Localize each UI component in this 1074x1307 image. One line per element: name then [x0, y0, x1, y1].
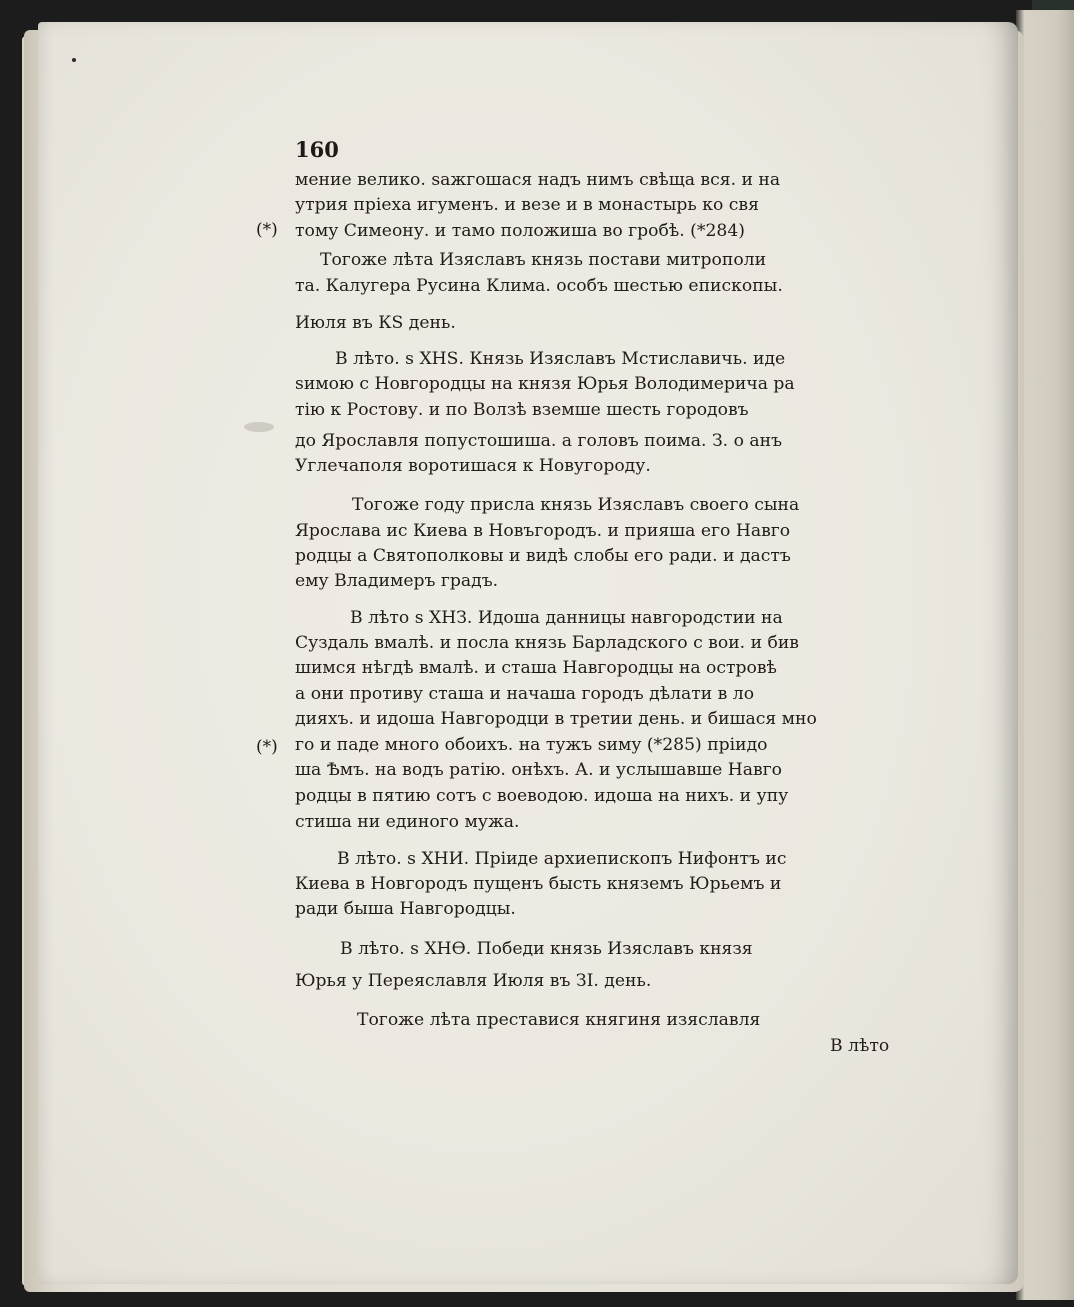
text-line: Углечаполя воротишася к Новугороду. — [295, 456, 651, 476]
adjacent-page-edge — [1016, 10, 1074, 1300]
text-line: а они противу сташа и начаша городъ дѣлати в ло — [295, 684, 755, 704]
text-line: В лѣто. ѕ ХНѲ. Победи князь Изяславъ князя — [340, 939, 753, 959]
text-line: Июля въ КS день. — [295, 313, 456, 333]
text-line: ему Владимеръ градъ. — [295, 571, 499, 591]
text-line: В лѣто. ѕ ХНЅ. Князь Изяславъ Мстиславичь. иде — [335, 349, 786, 369]
text-line: ша Ѣмъ. на водъ ратiю. онѣхъ. А. и услышавше Навго — [295, 760, 783, 780]
text-line: тому Симеону. и тамо положиша во гробѣ. (*284) — [295, 221, 745, 241]
text-line: Тогоже году присла князь Изяславъ своего сына — [352, 495, 800, 515]
text-line: утрия прiеха игуменъ. и везе и в монастырь ко свя — [295, 195, 759, 215]
text-line: В лѣто ѕ ХНЗ. Идоша данницы навгородстии на — [350, 608, 783, 628]
text-line: Тогоже лѣта Изяславъ князь постави митрополи — [320, 250, 767, 270]
text-line: та. Калугера Русина Клима. особъ шестью епископы. — [295, 276, 783, 296]
text-line: го и паде много обоихъ. на тужъ sиму (*285) прiидо — [295, 735, 768, 755]
text-line: Тогоже лѣта преставися княгиня изяславля — [357, 1010, 761, 1030]
text-line: ради быша Навгородцы. — [295, 899, 516, 919]
text-line: мение велико. sажгошася надъ нимъ свѣща вся. и на — [295, 170, 781, 190]
catchword: В лѣто — [830, 1036, 890, 1056]
footnote-marker: (*) — [256, 220, 278, 240]
ink-dot — [72, 58, 76, 62]
text-line: дияхъ. и идоша Навгородци в третии день. и бишася мно — [295, 709, 817, 729]
text-line: Юрья у Переяславля Июля въ ЗI. день. — [295, 971, 652, 991]
text-line: стиша ни единого мужа. — [295, 812, 520, 832]
text-line: Ярослава ис Киева в Новъгородъ. и прияша его Навго — [295, 521, 791, 541]
page-number: 160 — [295, 137, 339, 162]
text-line: тiю к Ростову. и по Волзѣ вземше шесть городовъ — [295, 400, 749, 420]
text-line: В лѣто. ѕ ХНИ. Прiиде архиепископъ Нифонтъ ис — [337, 849, 787, 869]
text-line: Киева в Новгородъ пущенъ бысть княземъ Юрьемъ и — [295, 874, 782, 894]
paper-smudge — [244, 422, 274, 432]
text-line: sимою с Новгородцы на князя Юрья Володимерича ра — [295, 374, 795, 394]
text-line: родцы в пятию сотъ с воеводою. идоша на нихъ. и упу — [295, 786, 789, 806]
text-line: Суздаль вмалѣ. и посла князь Барладского с вои. и бив — [295, 633, 799, 653]
text-line: шимся нѣгдѣ вмалѣ. и сташа Навгородцы на островѣ — [295, 658, 777, 678]
text-line: до Ярославля попустошиша. а головъ поима. З. о анъ — [295, 431, 783, 451]
footnote-marker: (*) — [256, 737, 278, 757]
text-line: родцы а Святополковы и видѣ слобы его ради. и дастъ — [295, 546, 791, 566]
